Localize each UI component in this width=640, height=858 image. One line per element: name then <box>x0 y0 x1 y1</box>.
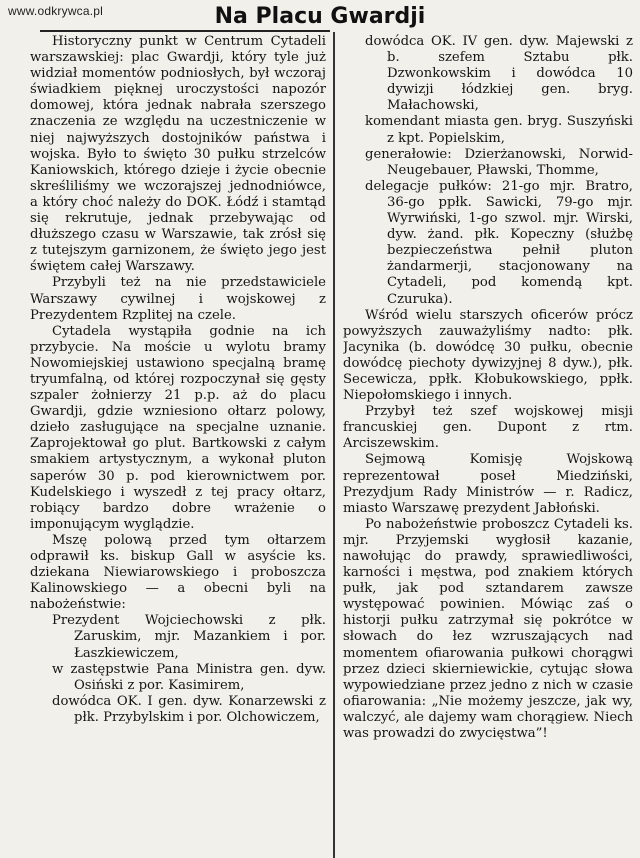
attendee-ok1: dowódca OK. I gen. dyw. Konarzewski z płk. Przybylskim i por. Olchowiczem, <box>52 693 326 725</box>
paragraph-sermon: Po nabożeństwie proboszcz Cytadeli ks. mjr. Przyjemski wygłosił kazanie, nawołując do prawdy, sprawiedliwości, karności i męstwa, pod znakiem których pułk, jak pod sztandarem zawsze występować powinien. Mówiąc zaś o historji pułku zatrzymał się pokrótce w słowach do łez wzruszających nad momentem ofiarowania pułkowi chorągwi przez dzieci skierniewickie, cytując słowa wypowiedziane przez jedno z nich w czasie ofiarowania: „Nie możemy jeszcze, jak wy, walczyć, ale dajemy wam chorągiew. Niech was prowadzi do zwycięstwa”! <box>343 516 633 742</box>
column-divider <box>333 32 335 858</box>
watermark-url: www.odkrywca.pl <box>8 4 104 18</box>
attendee-generals: generałowie: Dzierżanowski, Norwid-Neugebauer, Pławski, Thomme, <box>365 146 633 178</box>
attendee-delegations: delegacje pułków: 21-go mjr. Bratro, 36-go ppłk. Sawicki, 79-go mjr. Wyrwiński, 1-go szwol. mjr. Wirski, dyw. żand. płk. Kopeczny (służbę bezpieczeństwa pełnił pluton żandarmerji, stacjonowany na Cytadeli, pod komendą kpt. Czuruka). <box>365 178 633 307</box>
attendee-minister-deputy: w zastępstwie Pana Ministra gen. dyw. Osiński z por. Kasimirem, <box>52 661 326 693</box>
paragraph-citadel: Cytadela wystąpiła godnie na ich przybycie. Na moście u wylotu bramy Nowomiejskiej ustawiono specjalną bramę tryumfalną, od której rozpoczynał się gęsty szpaler żołnierzy 21 p.p. aż do placu Gwardji, gdzie wzniesiono ołtarz polowy, dzieło zasługujące na specjalne uznanie. Zaprojektował go plut. Bartkowski z całym smakiem artystycznym, a wykonał pluton saperów 30 p. pod kierownictwem por. Kudelskiego i wyszedł z tej pracy ołtarz, robiący bardzo dobre wrażenie o imponującym wyglądzie. <box>30 323 326 532</box>
paragraph-officers: Wśród wielu starszych oficerów prócz powyższych zauważyliśmy nadto: płk. Jacynika (b. dowódcę 30 pułku, obecnie dowódcę piechoty dywizyjnej 8 dyw.), płk. Secewicza, ppłk. Kłobukowskiego, ppłk. Niepołomskiego i innych. <box>343 307 633 404</box>
headline-rule <box>40 30 330 32</box>
attendee-commandant: komendant miasta gen. bryg. Suszyński z kpt. Popielskim, <box>365 114 633 146</box>
article-column-left <box>30 34 326 856</box>
attendee-president: Prezydent Wojciechowski z płk. Zaruskim, mjr. Mazankiem i por. Łaszkiewiczem, <box>52 613 326 661</box>
article-headline: Na Placu Gwardji <box>214 4 426 29</box>
paragraph-mass: Mszę polową przed tym ołtarzem odprawił ks. biskup Gall w asyście ks. dziekana Niewiarowskiego i proboszcza Kalinowskiego — a obecni byli na nabożeństwie: <box>30 532 326 613</box>
paragraph-sejm-commission: Sejmową Komisję Wojskową reprezentował poseł Miedziński, Prezydjum Rady Ministrów — r. Radicz, miasto Warszawę prezydent Jabłoński. <box>343 452 633 516</box>
article-column-right <box>343 34 633 856</box>
attendee-ok4: dowódca OK. IV gen. dyw. Majewski z b. szefem Sztabu płk. Dzwonkowskim i dowódca 10 dywizji łódzkiej gen. bryg. Małachowski, <box>365 34 633 114</box>
paragraph-guests: Przybyli też na nie przedstawiciele Warszawy cywilnej i wojskowej z Prezydentem Rzplitej na czele. <box>30 275 326 323</box>
paragraph-french-mission: Przybył też szef wojskowej misji francuskiej gen. Dupont z rtm. Arciszewskim. <box>343 404 633 452</box>
paragraph-intro: Historyczny punkt w Centrum Cytadeli warszawskiej: plac Gwardji, który tyle już widział momentów podniosłych, był wczoraj świadkiem pięknej uroczystości napozór domowej, która jednak nabrała szerszego znaczenia ze względu na uczestniczenie w niej najwyższych dostojników państwa i wojska. Było to święto 30 pułku strzelców Kaniowskich, którego dzieje i życie obecnie skreśliliśmy we wczorajszej jednodniówce, a który choć należy do DOK. Łódź i stamtąd się rekrutuje, jednak przebywając od dłuższego czasu w Warszawie, tak zrósł się z tutejszym garnizonem, że święto jego jest świętem całej Warszawy. <box>30 34 326 275</box>
